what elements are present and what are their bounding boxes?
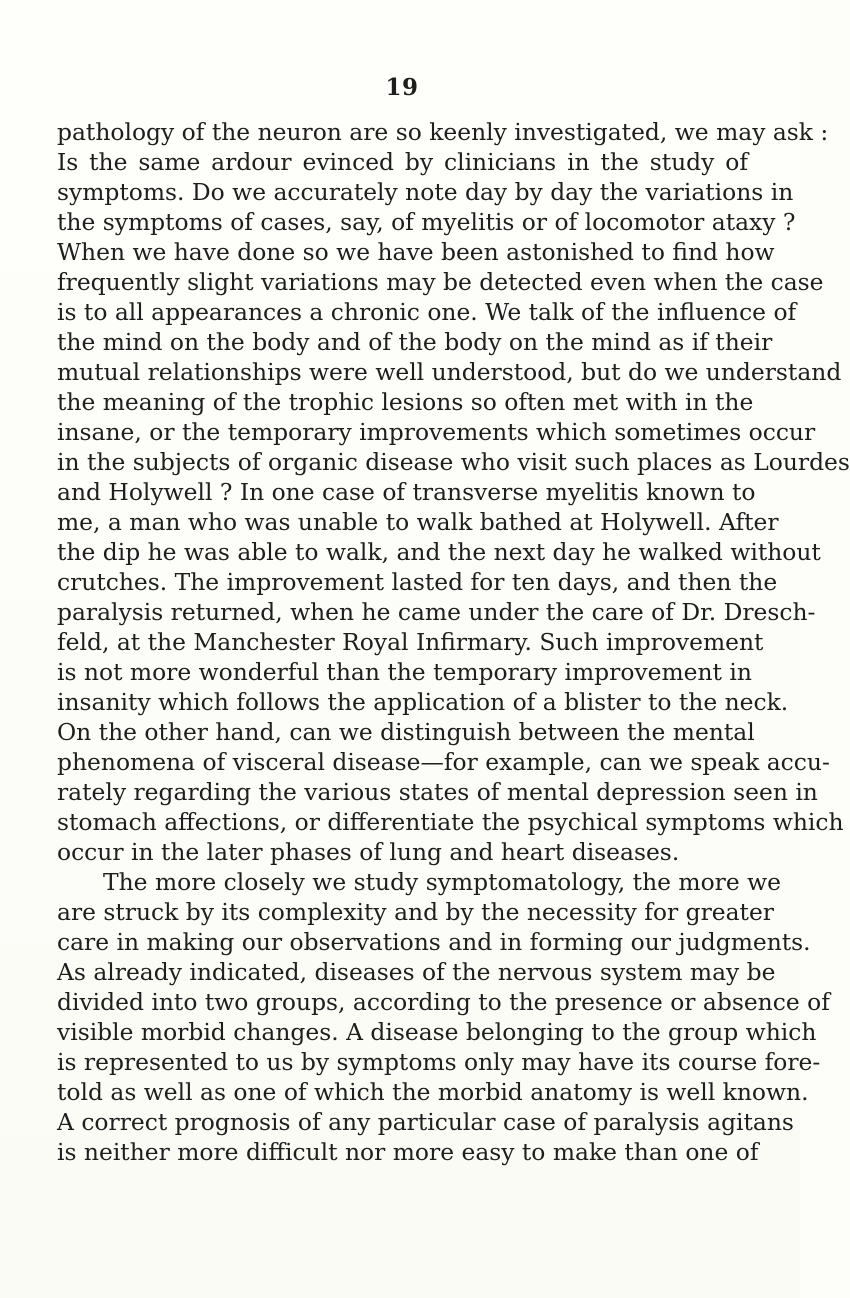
paragraph-start-line: The more closely we study symptomatology, the more we xyxy=(103,868,781,896)
text-line: When we have done so we have been astonished to find how xyxy=(57,238,775,266)
text-line: paralysis returned, when he came under the care of Dr. Dresch- xyxy=(57,598,816,626)
text-line: visible morbid changes. A disease belonging to the group which xyxy=(57,1018,817,1046)
text-line: symptoms. Do we accurately note day by day the variations in xyxy=(57,178,794,206)
text-line: phenomena of visceral disease—for example, can we speak accu- xyxy=(57,748,830,776)
paragraph-end-line: occur in the later phases of lung and heart diseases. xyxy=(57,838,680,866)
text-line: me, a man who was unable to walk bathed at Holywell. After xyxy=(57,508,779,536)
text-line: As already indicated, diseases of the nervous system may be xyxy=(57,958,776,986)
text-line: the symptoms of cases, say, of myelitis or of locomotor ataxy ? xyxy=(57,208,796,236)
text-line: pathology of the neuron are so keenly investigated, we may ask : xyxy=(57,118,829,146)
text-line: frequently slight variations may be detected even when the case xyxy=(57,268,824,296)
text-line: and Holywell ? In one case of transverse myelitis known to xyxy=(57,478,756,506)
text-line: feld, at the Manchester Royal Infirmary. Such improvement xyxy=(57,628,764,656)
text-line: insanity which follows the application of a blister to the neck. xyxy=(57,688,789,716)
text-line: are struck by its complexity and by the necessity for greater xyxy=(57,898,774,926)
text-line: the dip he was able to walk, and the next day he walked without xyxy=(57,538,821,566)
text-line: rately regarding the various states of mental depression seen in xyxy=(57,778,818,806)
body-text xyxy=(57,117,850,1167)
text-line: On the other hand, can we distinguish between the mental xyxy=(57,718,755,746)
text-line: mutual relationships were well understood, but do we understand xyxy=(57,358,842,386)
text-line: the mind on the body and of the body on the mind as if their xyxy=(57,328,773,356)
text-line: divided into two groups, according to the presence or absence of xyxy=(57,988,830,1016)
text-line: is neither more difficult nor more easy to make than one of xyxy=(57,1138,759,1166)
text-line: A correct prognosis of any particular case of paralysis agitans xyxy=(57,1108,794,1136)
text-line: Is the same ardour evinced by clinicians in the study of xyxy=(57,148,748,176)
text-line: care in making our observations and in forming our judgments. xyxy=(57,928,811,956)
text-line: is not more wonderful than the temporary improvement in xyxy=(57,658,752,686)
text-line: the meaning of the trophic lesions so often met with in the xyxy=(57,388,754,416)
page-number: 19 xyxy=(385,74,419,101)
text-line: in the subjects of organic disease who visit such places as Lourdes xyxy=(57,448,850,476)
text-line: is to all appearances a chronic one. We talk of the influence of xyxy=(57,298,797,326)
text-line: crutches. The improvement lasted for ten days, and then the xyxy=(57,568,778,596)
text-line: told as well as one of which the morbid anatomy is well known. xyxy=(57,1078,809,1106)
text-line: is represented to us by symptoms only may have its course fore- xyxy=(57,1048,821,1076)
text-line: insane, or the temporary improvements which sometimes occur xyxy=(57,418,816,446)
text-line: stomach affections, or differentiate the psychical symptoms which xyxy=(57,808,844,836)
